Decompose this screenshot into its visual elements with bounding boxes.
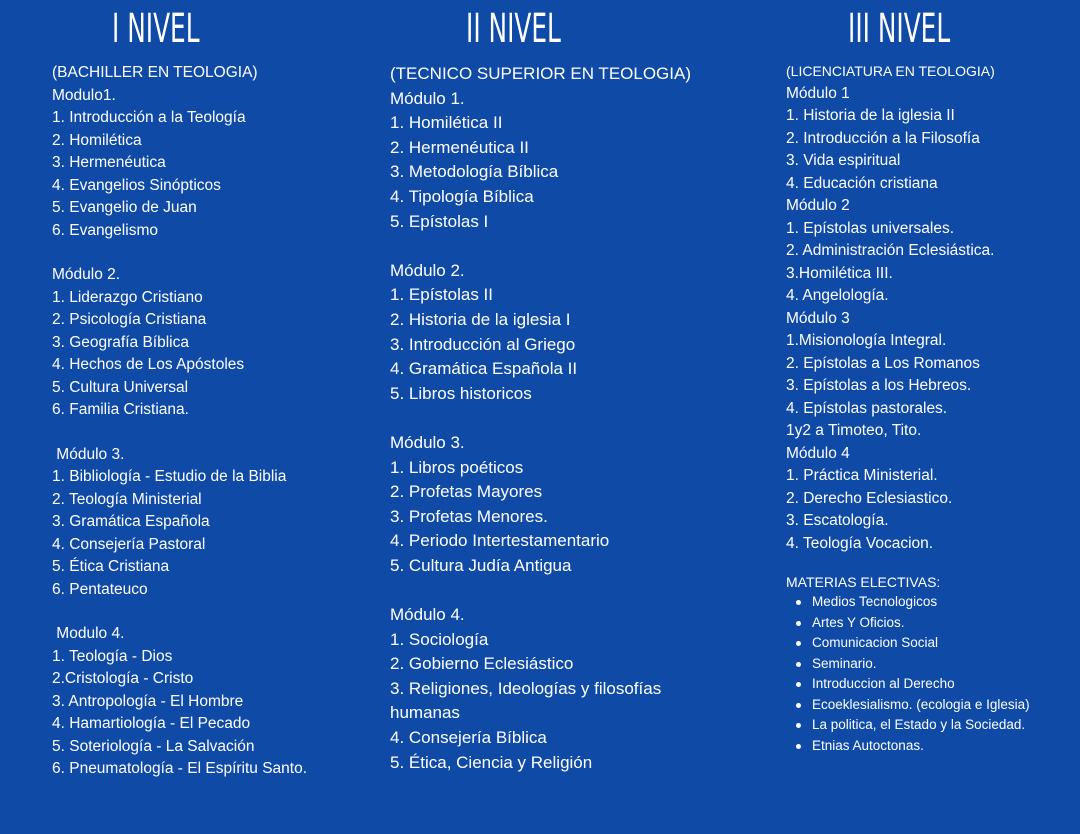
course-item: 3. Escatología. xyxy=(786,512,889,529)
electives-title: MATERIAS ELECTIVAS: xyxy=(786,574,941,590)
course-item: 3. Geografía Bíblica xyxy=(52,333,189,351)
module-title: Módulo 1. xyxy=(390,88,465,108)
module-title: Módulo 4 xyxy=(786,444,850,462)
course-item: 4. Evangelios Sinópticos xyxy=(52,176,221,194)
level-3-subtitle: (LICENCIATURA EN TEOLOGIA) xyxy=(786,63,995,79)
course-item: 5. Cultura Universal xyxy=(52,378,189,396)
module-title: Modulo 4. xyxy=(52,625,125,642)
course-item: 2. Gobierno Eclesiástico xyxy=(390,654,574,674)
course-item: 1. Epístolas II xyxy=(390,285,493,305)
course-item: 3. Gramática Española xyxy=(52,513,210,530)
course-item: 1. Teología - Dios xyxy=(52,647,173,665)
course-item: 3. Introducción al Griego xyxy=(390,334,576,354)
course-item: 3. Vida espiritual xyxy=(786,152,901,169)
course-item: 1.Misionología Integral. xyxy=(786,332,947,349)
course-item: 3. Religiones, Ideologías y filosofías xyxy=(390,678,662,698)
course-item: 2. Administración Eclesiástica. xyxy=(786,242,995,259)
course-item: 2. Psicología Cristiana xyxy=(52,311,207,328)
course-item: 1y2 a Timoteo, Tito. xyxy=(786,422,922,439)
course-item: 6. Evangelismo xyxy=(52,221,158,239)
electives-list xyxy=(786,592,1030,756)
course-item: 4. Educación cristiana xyxy=(786,174,938,192)
course-item: 5. Cultura Judía Antigua xyxy=(390,555,572,575)
elective-item: Introduccion al Derecho xyxy=(812,674,1030,695)
course-item: 1. Sociología xyxy=(390,629,489,649)
module-title: Módulo 3. xyxy=(390,432,465,452)
course-item: 2.Cristología - Cristo xyxy=(52,670,194,687)
elective-item: Medios Tecnologicos xyxy=(812,592,1030,613)
course-item: 1. Historia de la iglesia II xyxy=(786,107,955,124)
level-3-heading: III NIVEL xyxy=(848,6,951,52)
module-title: Módulo 2. xyxy=(390,260,465,280)
course-item: 4. Gramática Española II xyxy=(390,359,578,379)
course-item: 1. Práctica Ministerial. xyxy=(786,467,938,484)
course-item: 2. Epístolas a Los Romanos xyxy=(786,354,980,372)
course-item: 5. Ética, Ciencia y Religión xyxy=(390,752,593,772)
course-item: 4. Epístolas pastorales. xyxy=(786,399,948,417)
course-item: 3. Antropología - El Hombre xyxy=(52,692,244,710)
course-item: 2. Teología Ministerial xyxy=(52,490,202,508)
course-item: 3.Homilética III. xyxy=(786,264,893,282)
module-title: Módulo 4. xyxy=(390,605,465,625)
course-item: 1. Bibliología - Estudio de la Biblia xyxy=(52,468,287,485)
level-1-subtitle: (BACHILLER EN TEOLOGIA) xyxy=(52,64,258,81)
course-item: 5. Evangelio de Juan xyxy=(52,199,197,216)
course-item: humanas xyxy=(390,703,460,723)
course-item: 2. Hermenéutica II xyxy=(390,137,529,157)
elective-item: Comunicacion Social xyxy=(812,633,1030,654)
course-item: 4. Angelología. xyxy=(786,287,889,304)
course-item: 3. Hermenéutica xyxy=(52,154,166,171)
course-item: 1. Homilética II xyxy=(390,113,503,133)
module-title: Módulo 2 xyxy=(786,197,850,214)
course-item: 6. Familia Cristiana. xyxy=(52,401,189,418)
course-item: 4. Consejería Bíblica xyxy=(390,728,547,748)
course-item: 3. Epístolas a los Hebreos. xyxy=(786,377,972,394)
course-item: 5. Libros historicos xyxy=(390,383,532,403)
elective-item: La politica, el Estado y la Sociedad. xyxy=(812,715,1030,736)
elective-item: Ecoeklesialismo. (ecologia e Iglesia) xyxy=(812,695,1030,716)
course-item: 4. Hamartiología - El Pecado xyxy=(52,715,251,732)
module-title: Módulo 2. xyxy=(52,266,121,283)
course-item: 4. Tipología Bíblica xyxy=(390,186,534,206)
course-item: 4. Hechos de Los Apóstoles xyxy=(52,356,245,373)
elective-item: Artes Y Oficios. xyxy=(812,613,1030,634)
course-item: 4. Teología Vocacion. xyxy=(786,534,934,552)
course-item: 6. Pentateuco xyxy=(52,580,148,598)
course-item: 2. Introducción a la Filosofía xyxy=(786,129,980,147)
course-item: 5. Soteriología - La Salvación xyxy=(52,737,255,755)
course-item: 4. Consejería Pastoral xyxy=(52,535,206,553)
module-title: Módulo 3 xyxy=(786,309,850,327)
level-1-heading: I NIVEL xyxy=(112,6,200,52)
course-item: 4. Periodo Intertestamentario xyxy=(390,531,610,551)
course-item: 1. Libros poéticos xyxy=(390,457,524,477)
course-item: 6. Pneumatología - El Espíritu Santo. xyxy=(52,760,308,777)
course-item: 5. Ética Cristiana xyxy=(52,558,170,575)
course-item: 5. Epístolas I xyxy=(390,211,489,231)
elective-item: Seminario. xyxy=(812,654,1030,675)
module-title: Módulo 3. xyxy=(52,445,125,463)
course-item: 1. Introducción a la Teología xyxy=(52,109,246,126)
course-item: 3. Metodología Bíblica xyxy=(390,162,559,182)
course-item: 2. Homilética xyxy=(52,131,142,149)
course-item: 2. Historia de la iglesia I xyxy=(390,309,571,329)
level-2-heading: II NIVEL xyxy=(466,6,561,52)
course-item: 1. Epístolas universales. xyxy=(786,219,955,237)
module-title: Módulo 1 xyxy=(786,84,850,102)
elective-item: Etnias Autoctonas. xyxy=(812,736,1030,757)
course-item: 2. Profetas Mayores xyxy=(390,482,543,502)
course-item: 2. Derecho Eclesiastico. xyxy=(786,489,953,507)
course-item: 3. Profetas Menores. xyxy=(390,506,548,526)
level-2-subtitle: (TECNICO SUPERIOR EN TEOLOGIA) xyxy=(390,64,692,83)
course-item: 1. Liderazgo Cristiano xyxy=(52,288,203,306)
module-title: Modulo1. xyxy=(52,86,116,104)
